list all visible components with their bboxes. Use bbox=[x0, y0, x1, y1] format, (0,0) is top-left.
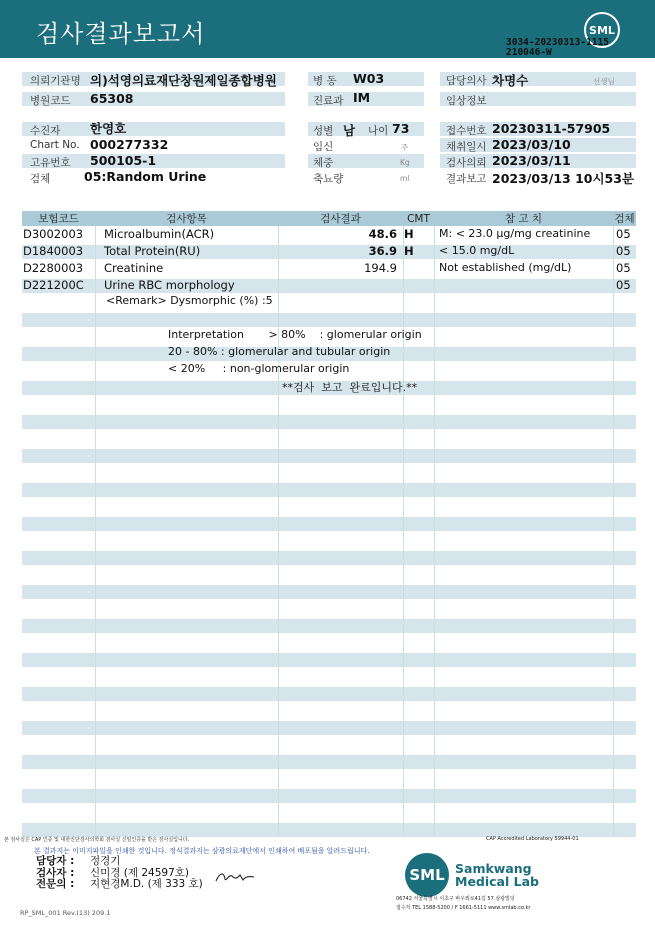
manager-label: 담당자 : bbox=[36, 855, 75, 867]
pregnancy-unit: 주 bbox=[401, 143, 409, 152]
unique-id-label: 고유번호 bbox=[30, 157, 71, 169]
receipt-label: 접수번호 bbox=[446, 125, 487, 137]
row-code: D1840003 bbox=[23, 244, 84, 258]
header-test-item: 검사항목 bbox=[166, 213, 207, 225]
row-cmt: H bbox=[404, 227, 414, 241]
sml-lab-logo-icon: SML bbox=[405, 853, 449, 897]
examiner-value: 신미경 (제 24597호) bbox=[90, 867, 189, 879]
table-row-stripe bbox=[22, 551, 636, 565]
table-row-stripe bbox=[22, 687, 636, 701]
row-reference: < 15.0 mg/dL bbox=[439, 244, 515, 257]
table-row-stripe bbox=[22, 755, 636, 769]
hospital-code-label: 병원코드 bbox=[30, 95, 71, 107]
weight-label: 체중 bbox=[313, 157, 334, 169]
unique-id-value: 500105-1 bbox=[90, 153, 157, 168]
interpretation-line: 20 - 80% : glomerular and tubular origin bbox=[168, 345, 391, 358]
urine-volume-label: 축뇨량 bbox=[313, 173, 344, 185]
row-specimen: 05 bbox=[616, 227, 631, 241]
ward-label: 병 동 bbox=[313, 75, 337, 87]
column-divider bbox=[278, 211, 279, 836]
row-result: 194.9 bbox=[364, 261, 397, 275]
sml-logo-icon: SML bbox=[584, 12, 620, 48]
column-divider bbox=[403, 211, 404, 836]
info-band bbox=[22, 122, 285, 136]
row-reference: Not established (mg/dL) bbox=[439, 261, 572, 274]
report-complete-note: **검사 보고 완료입니다.** bbox=[282, 381, 418, 394]
row-specimen: 05 bbox=[616, 244, 631, 258]
ward-value: W03 bbox=[353, 71, 385, 86]
row-item: Urine RBC morphology bbox=[104, 278, 235, 292]
chart-no-value: 000277332 bbox=[90, 137, 169, 152]
table-row-stripe bbox=[22, 517, 636, 531]
header-reference: 참 고 치 bbox=[504, 213, 543, 225]
department-label: 진료과 bbox=[313, 95, 344, 107]
header-cmt: CMT bbox=[407, 212, 430, 225]
requested-label: 검사의뢰 bbox=[446, 157, 487, 169]
urine-volume-unit: ml bbox=[400, 174, 410, 183]
column-divider bbox=[434, 211, 435, 836]
table-row-stripe bbox=[22, 449, 636, 463]
row-item: Creatinine bbox=[104, 261, 164, 275]
report-title: 검사결과보고서 bbox=[36, 20, 206, 48]
interpretation-line: < 20% : non-glomerular origin bbox=[168, 362, 350, 375]
specialist-value: 지현경M.D. (제 333 호) bbox=[90, 878, 203, 890]
row-code: D3002003 bbox=[23, 227, 84, 241]
manager-value: 정경기 bbox=[90, 855, 121, 867]
column-divider bbox=[95, 211, 96, 836]
age-label: 나이 bbox=[368, 125, 389, 137]
doctor-suffix: 선생님 bbox=[593, 77, 615, 86]
row-cmt: H bbox=[404, 244, 414, 258]
lab-contact: 접수처 TEL 1588-5200 / F 1661-5111 www.smlab.co.kr bbox=[396, 905, 531, 911]
row-code: D2280003 bbox=[23, 261, 84, 275]
table-row-stripe bbox=[22, 653, 636, 667]
specialist-label: 전문의 : bbox=[36, 878, 75, 890]
collected-label: 채취일시 bbox=[446, 141, 487, 153]
hospital-code-value: 65308 bbox=[90, 91, 134, 106]
header-result: 검사결과 bbox=[320, 213, 361, 225]
doctor-value: 차명수 bbox=[492, 73, 529, 88]
collected-value: 2023/03/10 bbox=[492, 137, 571, 152]
requested-value: 2023/03/11 bbox=[492, 153, 571, 168]
clinical-info-label: 임상정보 bbox=[446, 95, 487, 107]
row-result: 36.9 bbox=[368, 244, 397, 258]
specimen-label: 검체 bbox=[30, 173, 51, 185]
table-row-stripe bbox=[22, 313, 636, 327]
row-item: Microalbumin(ACR) bbox=[104, 227, 215, 241]
table-row-stripe bbox=[22, 619, 636, 633]
row-result: 48.6 bbox=[368, 227, 397, 241]
reported-label: 결과보고 bbox=[446, 173, 487, 185]
doctor-label: 담당의사 bbox=[446, 75, 487, 87]
table-row-stripe bbox=[22, 585, 636, 599]
specimen-value: 05:Random Urine bbox=[84, 169, 207, 184]
row-reference: M: < 23.0 µg/mg creatinine bbox=[439, 227, 591, 240]
column-divider bbox=[613, 211, 614, 836]
lab-name: Samkwang Medical Lab bbox=[455, 861, 539, 889]
table-row-stripe bbox=[22, 721, 636, 735]
signature-icon bbox=[214, 868, 256, 884]
table-row-stripe bbox=[22, 415, 636, 429]
requesting-org-value: 의)석영의료재단창원제일종합병원 bbox=[90, 73, 277, 88]
table-row-stripe bbox=[22, 483, 636, 497]
cap-accreditation: CAP Accredited Laboratory 59944-01 bbox=[486, 836, 579, 842]
reported-value: 2023/03/13 10시53분 bbox=[492, 171, 635, 186]
sex-label: 성별 bbox=[313, 125, 334, 137]
report-number: 3034-20230313-1115 210046-W bbox=[506, 37, 609, 58]
header-insurance-code: 보험코드 bbox=[38, 213, 79, 225]
remark-text: <Remark> Dysmorphic (%) :5 bbox=[106, 294, 273, 307]
chart-no-label: Chart No. bbox=[30, 139, 80, 151]
form-code: RP_SML_001 Rev.(13) 209.1 bbox=[20, 909, 111, 917]
age-value: 73 bbox=[392, 121, 410, 136]
patient-value: 한영호 bbox=[90, 121, 127, 136]
weight-unit: Kg bbox=[400, 158, 410, 167]
row-specimen: 05 bbox=[616, 278, 631, 292]
requesting-org-label: 의뢰기관명 bbox=[30, 75, 81, 87]
cert-statement: 본 검사실은 CAP 인증 및 대한진단검사의학회 검사실 신임인증을 받은 검사실입니다. bbox=[4, 837, 190, 843]
lab-address: 06742 서울특별시 서초구 바우뫼로41길 57 삼광빌딩 bbox=[396, 896, 515, 902]
examiner-label: 검사자 : bbox=[36, 867, 75, 879]
row-item: Total Protein(RU) bbox=[104, 244, 201, 258]
patient-label: 수진자 bbox=[30, 125, 61, 137]
pregnancy-label: 임신 bbox=[313, 141, 334, 153]
table-row-stripe bbox=[22, 789, 636, 803]
table-row-stripe bbox=[22, 823, 636, 837]
header-specimen: 검체 bbox=[614, 213, 635, 225]
receipt-value: 20230311-57905 bbox=[492, 121, 611, 136]
department-value: IM bbox=[353, 90, 371, 105]
row-specimen: 05 bbox=[616, 261, 631, 275]
sex-value: 남 bbox=[343, 123, 356, 138]
interpretation-line: Interpretation > 80% : glomerular origin bbox=[168, 328, 422, 341]
image-copy-notice: 본 결과지는 이미지파일을 인쇄한 것입니다. 정식결과지는 삼광의료재단에서 인쇄하여 배포됨을 알려드립니다. bbox=[34, 847, 370, 855]
row-code: D221200C bbox=[23, 278, 84, 292]
